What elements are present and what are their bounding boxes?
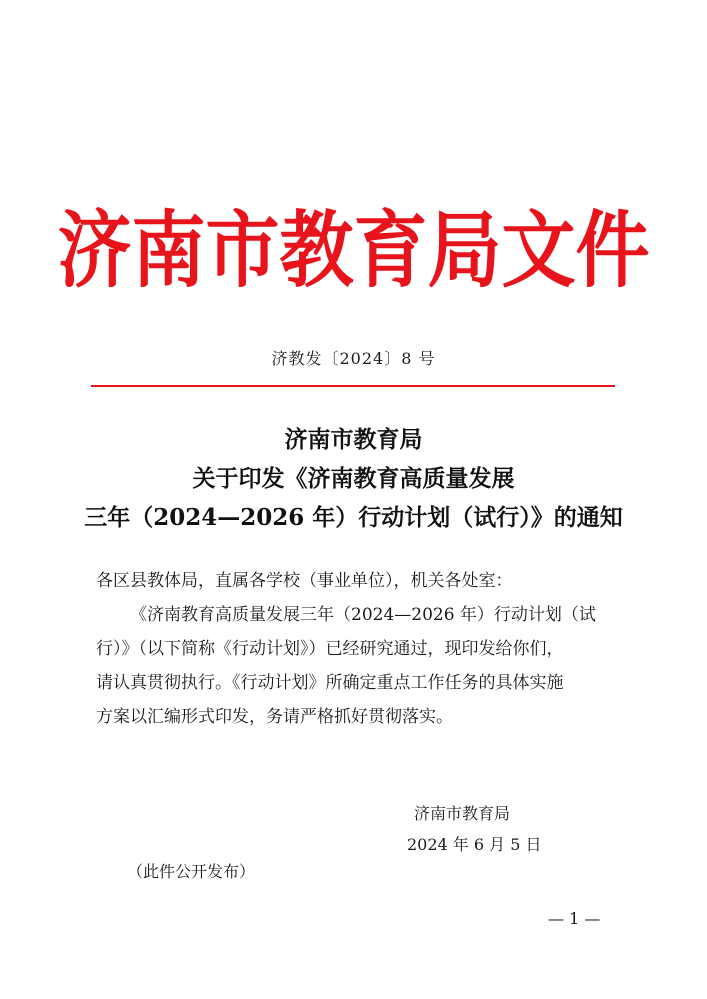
issue-date: 2024 年 6 月 5 日: [407, 835, 542, 854]
red-divider-line: [91, 385, 615, 387]
paragraph-line-2: 行）》（以下简称《行动计划》）已经研究通过，现印发给你们，: [96, 639, 564, 659]
title-line-1: 济南市教育局: [284, 426, 423, 453]
paragraph-line-1: 《济南教育高质量发展三年（2024—2026 年）行动计划（试: [130, 605, 596, 625]
paragraph-line-4: 方案以汇编形式印发，务请严格抓好贯彻落实。: [96, 707, 453, 727]
document-masthead: 济南市教育局文件: [57, 202, 650, 300]
title-line-3: 三年（2024—2026 年）行动计划（试行）》的通知: [84, 504, 623, 531]
paragraph-line-3: 请认真贯彻执行。《行动计划》所确定重点工作任务的具体实施: [96, 673, 564, 693]
page-number: — 1 —: [548, 909, 601, 928]
title-line-2: 关于印发《济南教育高质量发展: [192, 465, 515, 492]
issuer-name: 济南市教育局: [414, 804, 511, 823]
publication-note: （此件公开发布）: [127, 862, 256, 881]
document-number: 济教发〔2024〕8 号: [271, 349, 436, 368]
salutation: 各区县教体局，直属各学校（事业单位），机关各处室：: [96, 571, 513, 591]
